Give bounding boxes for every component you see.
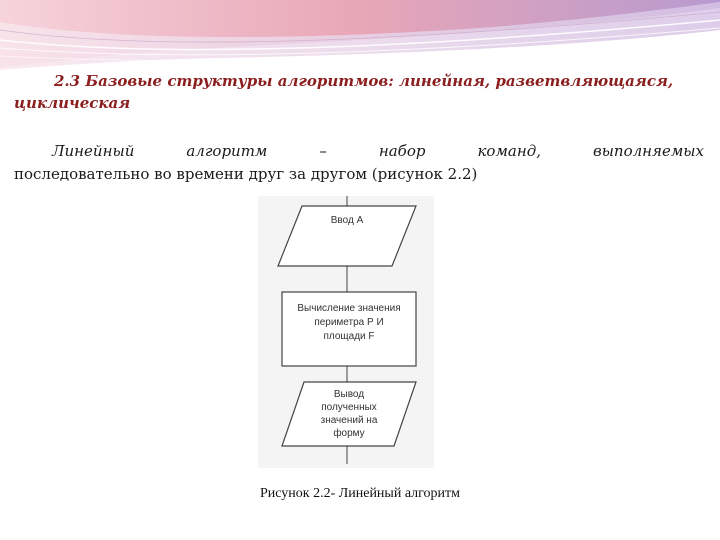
flowchart-figure [258, 196, 434, 468]
input-block-label: Ввод А [330, 215, 364, 226]
output-block-line: значений на [320, 415, 378, 426]
output-block-line: Вывод [333, 389, 365, 400]
output-block-line: полученных [321, 402, 377, 413]
process-block-line: Вычисление значения [297, 303, 401, 314]
body-line-1 [14, 140, 704, 163]
heading-line-2: циклическая [14, 94, 131, 112]
process-block-line: площади F [323, 331, 375, 342]
heading-line-1: 2.3 Базовые структуры алгоритмов: линейная, разветвляющаяся, [54, 72, 674, 90]
body-paragraph [14, 140, 704, 186]
flowchart-diagram [258, 196, 434, 468]
figure-caption: Рисунок 2.2- Линейный алгоритм [259, 486, 461, 501]
body-word: набор [378, 142, 426, 160]
decorative-banner [0, 0, 720, 70]
body-word: выполняемых [592, 142, 704, 160]
body-word: алгоритм [186, 142, 268, 160]
slide-heading [14, 70, 704, 114]
body-word: – [319, 142, 327, 160]
body-line-2: последовательно во времени друг за другом (рисунок 2.2) [14, 165, 478, 183]
body-word: команд, [477, 142, 541, 160]
output-block-line: форму [333, 428, 365, 439]
body-word: Линейный [52, 142, 135, 160]
process-block-line: периметра Р И [314, 317, 384, 328]
